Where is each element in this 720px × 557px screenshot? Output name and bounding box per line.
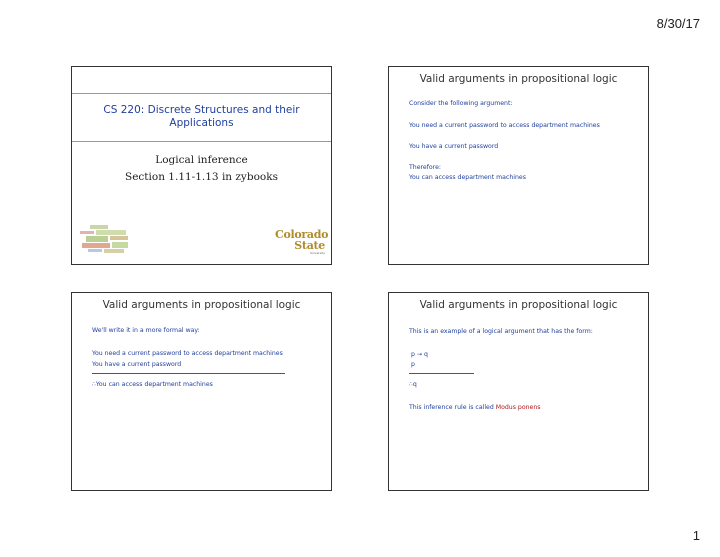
premise-2: You have a current password — [92, 361, 182, 368]
rule-caption — [409, 404, 541, 412]
intro-text: Consider the following argument: — [409, 100, 513, 107]
inference-rule-line — [92, 373, 285, 374]
premise-2: You have a current password — [409, 143, 499, 150]
lecture-section: Section 1.11-1.13 in zybooks — [125, 171, 278, 183]
form-conclusion: ∴q — [409, 381, 417, 388]
premise-1: You need a current password to access department machines — [409, 122, 600, 129]
rule-name: Modus ponens — [495, 404, 541, 411]
colorado-state-logo — [275, 228, 329, 259]
rule-caption-prefix: This inference rule is called — [409, 404, 496, 411]
lecture-title — [82, 152, 321, 186]
form-implication: p → q — [411, 351, 428, 358]
divider-middle — [72, 141, 331, 142]
conclusion: You can access department machines — [409, 174, 526, 181]
slide-title: Valid arguments in propositional logic — [102, 299, 301, 311]
therefore-label: Therefore: — [409, 164, 441, 171]
slide-thumbnail-4[interactable] — [388, 292, 649, 491]
word-cloud-image — [76, 223, 134, 257]
page-number: 1 — [692, 528, 700, 543]
inference-rule-line — [409, 373, 474, 374]
premise-1: You need a current password to access department machines — [92, 350, 283, 357]
divider-top — [72, 93, 331, 94]
intro-text: This is an example of a logical argument that has the form: — [409, 328, 593, 335]
slide-thumbnail-3[interactable] — [71, 292, 332, 491]
slide-thumbnail-1[interactable] — [71, 66, 332, 265]
lecture-topic: Logical inference — [155, 154, 248, 166]
course-title: CS 220: Discrete Structures and their Applications — [103, 104, 300, 129]
slide-thumbnail-2[interactable] — [388, 66, 649, 265]
logo-text-colorado: Colorado — [275, 228, 329, 241]
slide-title: Valid arguments in propositional logic — [419, 73, 618, 85]
logo-text-state: State — [294, 239, 325, 252]
logo-text-university: University — [309, 251, 325, 255]
intro-text: We'll write it in a more formal way: — [92, 327, 200, 334]
page-date: 8/30/17 — [656, 16, 700, 31]
slide-title: Valid arguments in propositional logic — [419, 299, 618, 311]
form-premise: p — [411, 361, 415, 368]
conclusion: ∴You can access department machines — [92, 381, 213, 388]
